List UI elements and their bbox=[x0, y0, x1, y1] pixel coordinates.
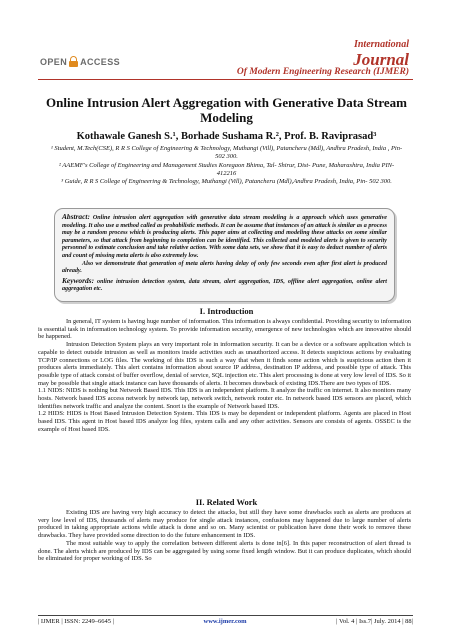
related-body bbox=[38, 509, 411, 563]
journal-line-journal: Journal bbox=[353, 49, 409, 69]
journal-line-name: Of Modern Engineering Research (IJMER) bbox=[236, 67, 409, 78]
journal-masthead bbox=[237, 40, 409, 78]
footer-issn: | IJMER | ISSN: 2249–6645 | bbox=[38, 618, 114, 625]
keywords-text: online intrusion detection system, data stream, alert aggregation, IDS, offline alert aggregation, online alert aggregation etc. bbox=[62, 278, 387, 293]
intro-item-hids: 1.2 HIDS: HIDS is Host Based Intrusion Detection System. This IDS is may be dependent or independent platform. Agents are placed in Host based IDS. This agent in Host based IDS analyze log files, system calls and any other activities. Sensors are consists of agents. OSSEC is the example of Host based IDS. bbox=[38, 410, 411, 433]
intro-item-nids: 1.1 NIDS: NIDS is nothing but Network Based IDS. This IDS is an independent platform. It analyze the traffic on internet. It also monitors many hosts. Network based IDS access network by network tap, network switch, network router etc. In network based IDS sensors are placed, which identifies network traffic and analyze the content. Snort is the example of Network based IDS. bbox=[38, 387, 411, 410]
intro-body bbox=[38, 318, 411, 434]
open-access-text-left: OPEN bbox=[40, 56, 68, 67]
open-lock-icon bbox=[69, 56, 78, 67]
journal-line-international: International bbox=[353, 39, 409, 50]
abstract-text: Online intrusion alert aggregation with generative data stream modeling is a approach which uses generative modeling. It also use a method called as probabilistic methods. It can be assume that instances of an attack is similar as a process may be a random process which is producing alerts. This paper aims at collecting and modeling these attacks on some similar parameters, so that attack from beginning to completion can be identified. This collected and modeled alerts is given to security personnel to estimate conclusion and take relative action. With some data sets, we show that it is easy to deduct number of alerts and count of missing meta alerts is also extremely low. bbox=[62, 215, 387, 259]
footer-rule bbox=[38, 615, 413, 616]
footer-website-link[interactable]: www.ijmer.com bbox=[203, 618, 247, 625]
abstract-box bbox=[54, 208, 395, 302]
intro-paragraph-1: In general, IT system is having huge number of information. This information is always confidential. Providing security to information is essential task in information technology system. To provide information security, emergence of new technologies which are innovative should be happened. bbox=[38, 318, 411, 341]
abstract-label: Abstract: bbox=[62, 212, 90, 221]
header-rule bbox=[38, 79, 413, 80]
affiliation-1: ¹ Student, M.Tech(CSE), R R S College of Engineering & Technology, Muthangi (Vill), Patancheru (Mdl), Andhra Pradesh, India , Pin- 502 300. bbox=[50, 145, 403, 161]
intro-heading: I. Introduction bbox=[199, 306, 254, 316]
paper-authors: Kothawale Ganesh S.¹, Borhade Sushama R.², Prof. B. Raviprasad³ bbox=[76, 131, 377, 142]
abstract-text-2: Also we demonstrate that generation of meta alerts having delay of only few seconds even after first alert is produced already. bbox=[62, 260, 387, 275]
affiliation-2: ² AAEMF's College of Engineering and Management Studies Koregaon Bhima, Tal- Shirur, Dist- Pune, Maharashtra, India PIN- 412216 bbox=[58, 161, 395, 177]
related-paragraph-2: The most suitable way to apply the correlation between different alerts is done in[6]. In this paper reconstruction of alert thread is done. The alerts which are produced by IDS can be aggregated by using some fixed length window. But it can produce duplicates, which should be eliminated for proper working of IDS. So bbox=[38, 539, 411, 563]
affiliation-3: ³ Guide, R R S College of Engineering & Technology, Muthangi (Vill), Patancheru (Mdl),Andhra Pradesh, India, Pin- 502 300. bbox=[61, 178, 392, 186]
open-access-text-right: ACCESS bbox=[80, 56, 121, 67]
keywords-label: Keywords: bbox=[62, 275, 95, 285]
paper-title: Online Intrusion Alert Aggregation with Generative Data Stream Modeling bbox=[46, 95, 407, 125]
affiliations bbox=[50, 145, 403, 186]
related-paragraph-1: Existing IDS are having very high accuracy to detect the attacks, but still they have some drawbacks such as alerts are produces at very low level of IDS, thousands of alerts may produce for single attack instances, confusions may happened due to large number of alerts produced in taking appropriate actions while attack is done and so on. Many scientist or publication have done their work to remove these drawbacks. They have provided some direction to do the future enhancement in IDS. bbox=[38, 509, 411, 540]
footer-volume: | Vol. 4 | Iss.7| July. 2014 | 88| bbox=[336, 618, 413, 625]
page-footer bbox=[38, 618, 413, 625]
related-heading: II. Related Work bbox=[195, 497, 258, 507]
intro-paragraph-2: Intrusion Detection System plays an very important role in information security. It can be a device or a software application which is capable to detect outside intrusion as well as monitors inside activities such as unauthorized access. It detects suspicious actions by evaluating TCP/IP connections or LOG files. The working of this IDS is such a way that when it finds some action which is suspicious action then it produces alerts immediately. This alert contains information about source IP address, destination IP address, and possible type of attack. This possible type of attack consist of buffer overflow, denial of service, SQL injection etc. This alert processing is done at very low level of IDS. So it may be possible that single attack instance can have thousands of alerts. It becomes drawback of existing IDS.There are two types of IDS. bbox=[38, 341, 411, 387]
open-access-logo bbox=[40, 56, 120, 67]
